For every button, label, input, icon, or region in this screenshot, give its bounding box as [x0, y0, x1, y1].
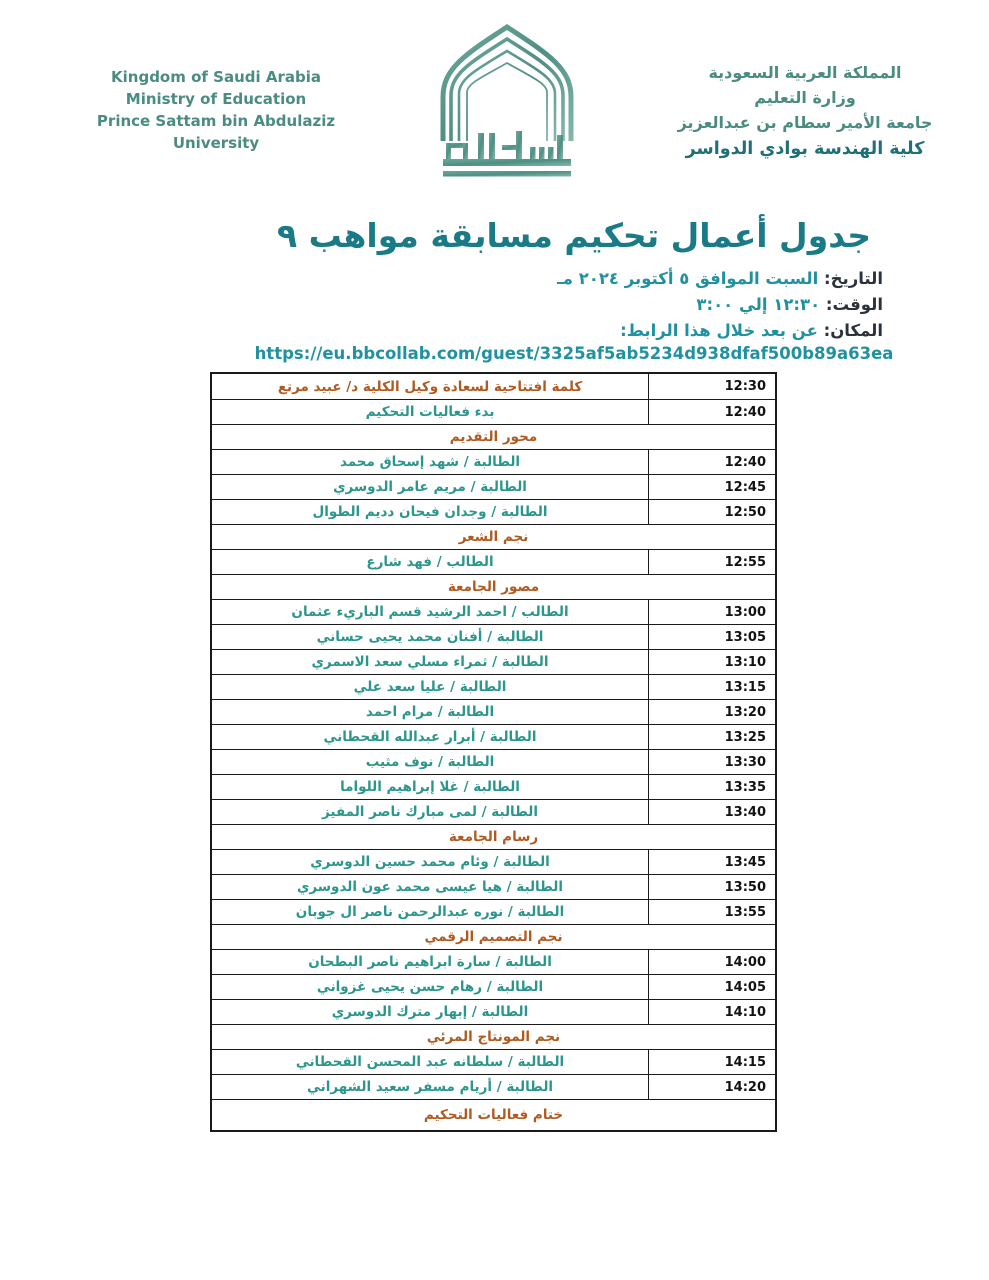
- time-cell: 13:15: [648, 675, 775, 699]
- header-ar-line-2: وزارة التعليم: [754, 88, 856, 107]
- time-cell: 12:50: [648, 500, 775, 524]
- activity-cell: الطالب / احمد الرشيد قسم الباريء عثمان: [291, 604, 569, 620]
- schedule-item-row: [212, 399, 775, 424]
- schedule-item-row: [212, 599, 775, 624]
- activity-cell: الطالبة / لمى مبارك ناصر المفيز: [322, 804, 538, 820]
- header-en-line-1: Kingdom of Saudi Arabia: [111, 68, 321, 86]
- activity-cell: الطالبة / وئام محمد حسين الدوسري: [310, 854, 550, 870]
- schedule-item-row: [212, 649, 775, 674]
- header-en-line-2: Ministry of Education: [125, 90, 307, 108]
- time-cell: 13:45: [648, 850, 775, 874]
- schedule-item-row: [212, 799, 775, 824]
- activity-cell: الطالبة / نوف مثيب: [365, 754, 495, 770]
- section-title-cell: ختام فعاليات التحكيم: [423, 1107, 564, 1123]
- header-english: [58, 66, 374, 154]
- time-cell: 12:40: [648, 450, 775, 474]
- schedule-section-row: [212, 824, 775, 849]
- schedule-item-row: [212, 1074, 775, 1099]
- time-cell: 12:30: [648, 374, 775, 399]
- header-ar-line-1: المملكة العربية السعودية: [708, 63, 902, 82]
- event-time-line: [557, 292, 883, 318]
- header-arabic: [638, 60, 972, 162]
- schedule-section-row: [212, 924, 775, 949]
- university-logo-icon: [424, 18, 590, 198]
- schedule-table: [210, 372, 777, 1132]
- place-value: عن بعد خلال هذا الرابط:: [620, 321, 818, 340]
- schedule-item-row: [212, 474, 775, 499]
- section-title-cell: محور التقديم: [449, 429, 538, 445]
- time-cell: 13:05: [648, 625, 775, 649]
- time-cell: 14:15: [648, 1050, 775, 1074]
- time-cell: 13:35: [648, 775, 775, 799]
- schedule-item-row: [212, 449, 775, 474]
- schedule-section-row: [212, 574, 775, 599]
- time-cell: 13:00: [648, 600, 775, 624]
- section-title-cell: نجم التصميم الرقمي: [424, 929, 563, 945]
- page-title: جدول أعمال تحكيم مسابقة مواهب ٩: [276, 216, 872, 255]
- time-cell: 14:00: [648, 950, 775, 974]
- activity-cell: بدء فعاليات التحكيم: [365, 404, 495, 420]
- time-cell: 14:05: [648, 975, 775, 999]
- activity-cell: الطالبة / أفنان محمد يحيى حساني: [316, 629, 544, 645]
- activity-cell: الطالبة / ثمراء مسلي سعد الاسمري: [311, 654, 549, 670]
- schedule-item-row: [212, 624, 775, 649]
- event-meta: [557, 266, 883, 344]
- time-cell: 13:50: [648, 875, 775, 899]
- activity-cell: الطالبة / هيا عيسى محمد عون الدوسري: [297, 879, 563, 895]
- schedule-item-row: [212, 1049, 775, 1074]
- schedule-item-row: [212, 499, 775, 524]
- section-title-cell: نجم الشعر: [458, 529, 529, 545]
- header-en-line-3: Prince Sattam bin Abdulaziz University: [96, 112, 336, 152]
- event-place-line: [557, 318, 883, 344]
- section-title-cell: مصور الجامعة: [447, 579, 540, 595]
- schedule-item-row: [212, 974, 775, 999]
- schedule-item-row: [212, 749, 775, 774]
- schedule-item-row: [212, 899, 775, 924]
- section-title-cell: نجم المونتاج المرئي: [426, 1029, 561, 1045]
- activity-cell: الطالبة / عليا سعد علي: [353, 679, 507, 695]
- time-cell: 12:55: [648, 550, 775, 574]
- time-cell: 13:10: [648, 650, 775, 674]
- activity-cell: الطالبة / وجدان فيحان دديم الطوال: [312, 504, 548, 520]
- schedule-item-row: [212, 774, 775, 799]
- event-date-line: [557, 266, 883, 292]
- activity-cell: الطالبة / سارة ابراهيم ناصر البطحان: [308, 954, 552, 970]
- schedule-section-row: [212, 1099, 775, 1130]
- header-college-line: كلية الهندسة بوادي الدواسر: [685, 139, 925, 159]
- schedule-item-row: [212, 849, 775, 874]
- activity-cell: الطالبة / مرام احمد: [365, 704, 495, 720]
- schedule-item-row: [212, 999, 775, 1024]
- schedule-item-row: [212, 724, 775, 749]
- time-cell: 13:40: [648, 800, 775, 824]
- activity-cell: الطالبة / غلا إبراهيم اللواما: [340, 779, 520, 795]
- time-cell: 13:25: [648, 725, 775, 749]
- place-label: المكان:: [823, 321, 883, 340]
- time-value: ١٢:٣٠ إلي ٣:٠٠: [696, 295, 821, 314]
- time-cell: 12:40: [648, 400, 775, 424]
- schedule-item-row: [212, 699, 775, 724]
- activity-cell: كلمة افتتاحية لسعادة وكيل الكلية د/ عبيد مرتع: [277, 378, 583, 395]
- activity-cell: الطالبة / رهام حسن يحيى غزواني: [316, 979, 544, 995]
- schedule-item-row: [212, 549, 775, 574]
- activity-cell: الطالبة / مريم عامر الدوسري: [333, 479, 527, 495]
- section-title-cell: رسام الجامعة: [448, 829, 539, 845]
- schedule-item-row: [212, 674, 775, 699]
- time-cell: 13:20: [648, 700, 775, 724]
- activity-cell: الطالب / فهد شارع: [366, 554, 494, 570]
- time-cell: 13:55: [648, 900, 775, 924]
- date-value: السبت الموافق ٥ أكتوبر ٢٠٢٤ مـ: [557, 269, 819, 288]
- activity-cell: الطالبة / إبهار مترك الدوسري: [331, 1004, 529, 1020]
- header-ar-line-3: جامعة الأمير سطام بن عبدالعزيز: [677, 113, 933, 132]
- schedule-section-row: [212, 1024, 775, 1049]
- time-label: الوقت:: [825, 295, 883, 314]
- session-link[interactable]: https://eu.bbcollab.com/guest/3325af5ab5234d938dfaf500b89a63ea: [254, 344, 894, 363]
- activity-cell: الطالبة / نوره عبدالرحمن ناصر ال جوبان: [295, 904, 565, 920]
- time-cell: 14:10: [648, 1000, 775, 1024]
- schedule-item-row: [212, 874, 775, 899]
- time-cell: 14:20: [648, 1075, 775, 1099]
- schedule-item-row: [212, 374, 775, 399]
- schedule-section-row: [212, 424, 775, 449]
- time-cell: 12:45: [648, 475, 775, 499]
- time-cell: 13:30: [648, 750, 775, 774]
- date-label: التاريخ:: [824, 269, 883, 288]
- activity-cell: الطالبة / سلطانه عبد المحسن القحطاني: [295, 1054, 565, 1070]
- activity-cell: الطالبة / أريام مسفر سعيد الشهراني: [306, 1079, 554, 1095]
- activity-cell: الطالبة / شهد إسحاق محمد: [339, 454, 521, 470]
- schedule-section-row: [212, 524, 775, 549]
- schedule-item-row: [212, 949, 775, 974]
- activity-cell: الطالبة / أبرار عبدالله القحطاني: [323, 729, 537, 745]
